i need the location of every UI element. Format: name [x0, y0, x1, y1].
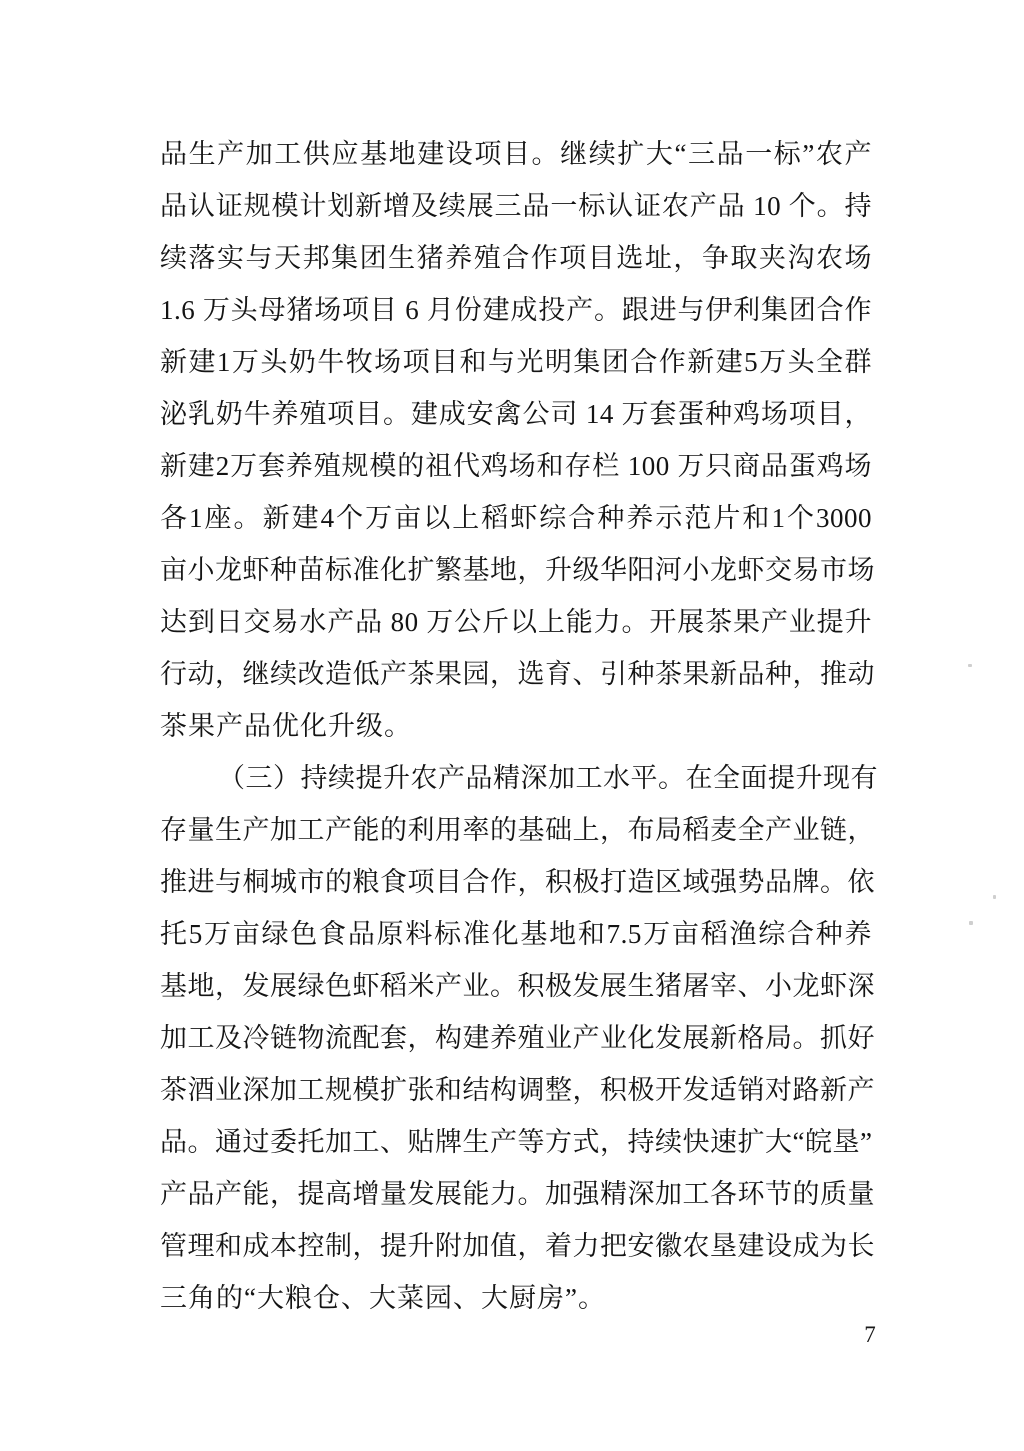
text-line: 1.6 万头母猪场项目 6 月份建成投产。跟进与伊利集团合作	[160, 295, 872, 325]
text-line: 茶果产品优化升级。	[160, 711, 412, 741]
paragraph	[160, 128, 875, 752]
text-line: 托5万亩绿色食品原料标准化基地和7.5万亩稻渔综合种养	[160, 919, 872, 949]
text-line: 三角的“大粮仓、大菜园、大厨房”。	[160, 1283, 606, 1313]
text-line: 亩小龙虾种苗标准化扩繁基地，升级华阳河小龙虾交易市场	[160, 555, 875, 585]
text-line: 泌乳奶牛养殖项目。建成安禽公司 14 万套蛋种鸡场项目，	[160, 399, 872, 429]
text-line: 品。通过委托加工、贴牌生产等方式，持续快速扩大“皖垦”	[160, 1127, 873, 1157]
scan-speck	[969, 921, 973, 925]
page-number: 7	[864, 1322, 876, 1347]
text-line: 品生产加工供应基地建设项目。继续扩大“三品一标”农产	[160, 139, 872, 169]
text-line: 各1座。新建4个万亩以上稻虾综合种养示范片和1个3000	[160, 503, 872, 533]
text-line: 推进与桐城市的粮食项目合作，积极打造区域强势品牌。依	[160, 867, 875, 897]
text-line: 茶酒业深加工规模扩张和结构调整，积极开发适销对路新产	[160, 1075, 875, 1105]
text-line: 行动，继续改造低产茶果园，选育、引种茶果新品种，推动	[160, 659, 875, 689]
text-line: 新建2万套养殖规模的祖代鸡场和存栏 100 万只商品蛋鸡场	[160, 451, 872, 481]
text-line: 品认证规模计划新增及续展三品一标认证农产品 10 个。持	[160, 191, 872, 221]
text-line: 加工及冷链物流配套，构建养殖业产业化发展新格局。抓好	[160, 1023, 875, 1053]
text-line: 基地，发展绿色虾稻米产业。积极发展生猪屠宰、小龙虾深	[160, 971, 875, 1001]
text-line: 新建1万头奶牛牧场项目和与光明集团合作新建5万头全群	[160, 347, 872, 377]
paragraph	[160, 752, 879, 1324]
text-line: 产品产能，提高增量发展能力。加强精深加工各环节的质量	[160, 1179, 875, 1209]
body-text	[160, 128, 879, 1324]
text-line: 管理和成本控制，提升附加值，着力把安徽农垦建设成为长	[160, 1231, 875, 1261]
scan-speck	[968, 664, 972, 667]
section-heading-line: （三）持续提升农产品精深加工水平。在全面提升现有	[218, 763, 879, 793]
scan-speck	[993, 895, 996, 899]
text-line: 存量生产加工产能的利用率的基础上，布局稻麦全产业链，	[160, 815, 875, 845]
text-line: 达到日交易水产品 80 万公斤以上能力。开展茶果产业提升	[160, 607, 872, 637]
text-line: 续落实与天邦集团生猪养殖合作项目选址，争取夹沟农场	[160, 243, 872, 273]
